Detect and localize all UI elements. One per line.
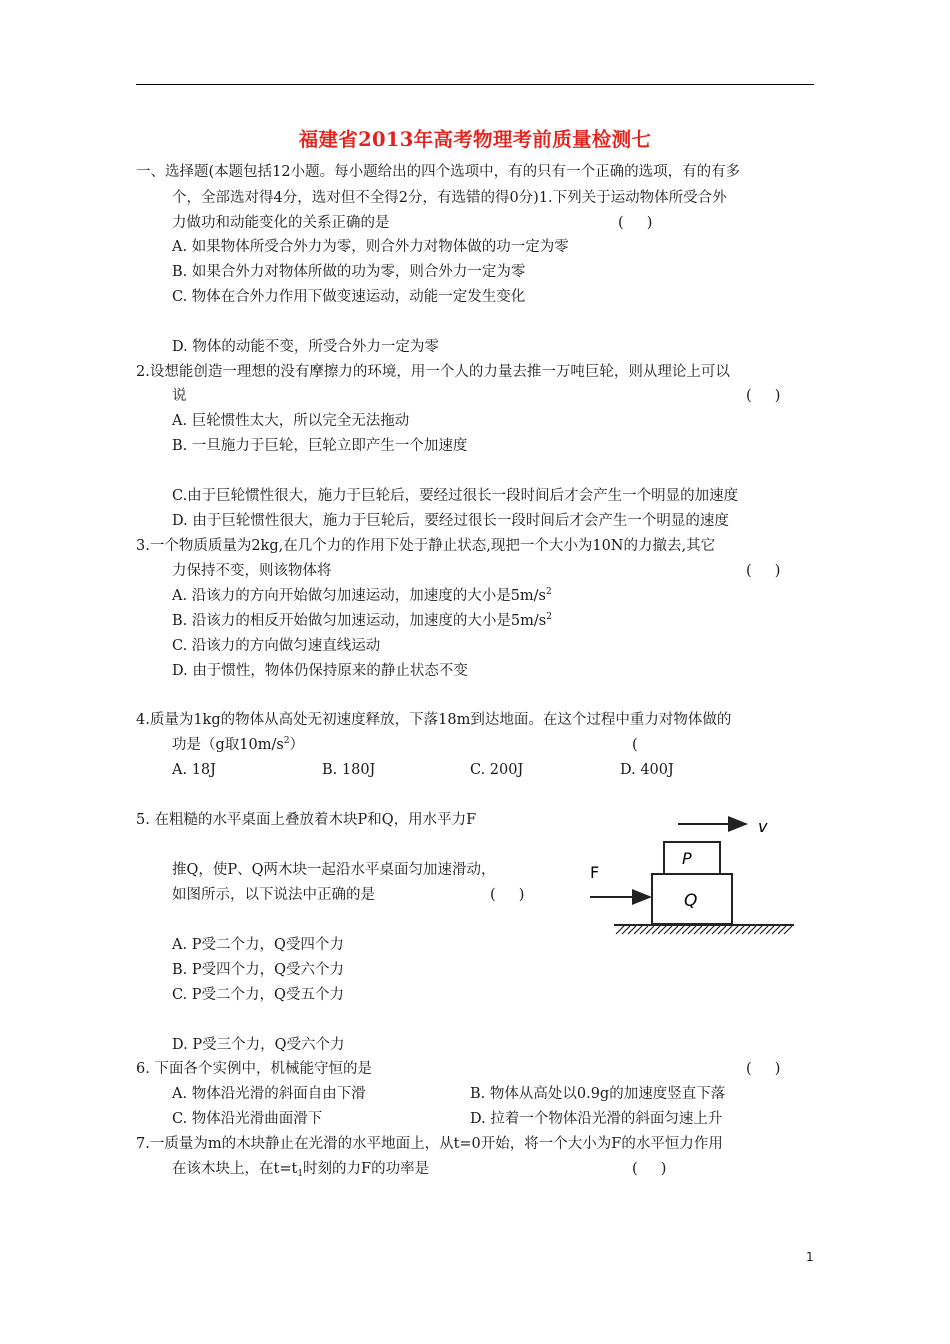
answer-blank: ( ) [746,1061,781,1077]
q5-line-1: 5. 在粗糙的水平桌面上叠放着木块P和Q，用水平力F [136,812,477,828]
q5-option-d: D. P受三个力，Q受六个力 [172,1037,345,1053]
q4-option-b: B. 180J [322,762,376,778]
answer-blank-open: ( [632,737,638,753]
q2-option-a: A. 巨轮惯性太大，所以完全无法拖动 [172,413,410,429]
block-p [664,842,720,874]
q3-line-1: 3.一个物质质量为2kg,在几个力的作用下处于静止状态,现把一个大小为10N的力撤去,其它 [136,538,716,554]
q3-option-b: B. 沿该力的相反开始做匀加速运动，加速度的大小是$5m/s^2$ [172,612,552,629]
q5-option-a: A. P受二个力，Q受四个力 [172,937,344,953]
q6-option-b: B. 物体从高处以0.9g的加速度竖直下落 [470,1086,726,1102]
q5-line-2: 推Q，使P、Q两木块一起沿水平桌面匀加速滑动， [172,862,496,878]
q1-option-c: C. 物体在合外力作用下做变速运动，动能一定发生变化 [172,289,526,305]
q1-option-b: B. 如果合外力对物体所做的功为零，则合外力一定为零 [172,264,526,280]
q3-line-2: 力保持不变，则该物体将 [172,563,332,579]
q1-option-d: D. 物体的动能不变，所受合外力一定为零 [172,339,439,355]
page-number: 1 [806,1250,814,1264]
q3-option-c: C. 沿该力的方向做匀速直线运动 [172,638,381,654]
q4-option-c: C. 200J [470,762,524,778]
blocks-figure [588,812,798,944]
ground-hatching [616,926,792,934]
q4-line-2: 功是（g取$10m/s^2$） [172,736,305,753]
q7-line-1: 7.一质量为m的木块静止在光滑的水平地面上，从t=0开始，将一个大小为F的水平恒力作用 [136,1136,723,1152]
q4-line-1: 4.质量为1kg的物体从高处无初速度释放，下落18m到达地面。在这个过程中重力对物体做的 [136,712,732,728]
q4-option-d: D. 400J [620,762,674,778]
q3-option-d: D. 由于惯性，物体仍保持原来的静止状态不变 [172,663,468,679]
intro-line-1: 一、选择题(本题包括12小题。每小题给出的四个选项中，有的只有一个正确的选项，有的有多 [136,164,741,180]
block-q-label: Q [684,891,698,911]
q5-line-3: 如图所示，以下说法中正确的是 [172,887,375,903]
answer-blank: ( ) [632,1161,667,1177]
answer-blank: ( ) [746,388,781,404]
q6-option-d: D. 拉着一个物体沿光滑的斜面匀速上升 [470,1111,723,1127]
answer-blank: ( ) [618,215,653,231]
force-label: F [590,863,600,882]
q7-line-2: 在该木块上，在$t=t_1$时刻的力F的功率是 [172,1161,430,1179]
block-p-label: P [682,849,692,868]
q2-option-d: D. 由于巨轮惯性很大，施力于巨轮后，要经过很长一段时间后才会产生一个明显的速度 [172,513,729,529]
q5-option-b: B. P受四个力，Q受六个力 [172,962,345,978]
q6-option-a: A. 物体沿光滑的斜面自由下滑 [172,1086,366,1102]
intro-line-2: 个，全部选对得4分，选对但不全得2分，有选错的得0分)1.下列关于运动物体所受合外 [172,190,727,206]
q6-line-1: 6. 下面各个实例中，机械能守恒的是 [136,1061,372,1077]
q2-line-1: 2.设想能创造一理想的没有摩擦力的环境，用一个人的力量去推一万吨巨轮，则从理论上可以 [136,364,730,380]
header-rule [136,84,814,85]
document-title: 福建省2013年高考物理考前质量检测七 [298,128,652,151]
q6-option-c: C. 物体沿光滑曲面滑下 [172,1111,323,1127]
answer-blank: ( ) [490,887,525,903]
q2-option-c: C.由于巨轮惯性很大，施力于巨轮后，要经过很长一段时间后才会产生一个明显的加速度 [172,488,739,504]
q1-option-a: A. 如果物体所受合外力为零，则合外力对物体做的功一定为零 [172,239,569,255]
q2-line-2: 说 [172,388,187,404]
q5-option-c: C. P受二个力，Q受五个力 [172,987,344,1003]
velocity-label: v [758,817,768,836]
q4-option-a: A. 18J [172,762,216,778]
q3-option-a: A. 沿该力的方向开始做匀加速运动，加速度的大小是$5m/s^2$ [172,587,552,604]
answer-blank: ( ) [746,563,781,579]
intro-line-3: 力做功和动能变化的关系正确的是 [172,215,390,231]
q2-option-b: B. 一旦施力于巨轮，巨轮立即产生一个加速度 [172,438,468,454]
